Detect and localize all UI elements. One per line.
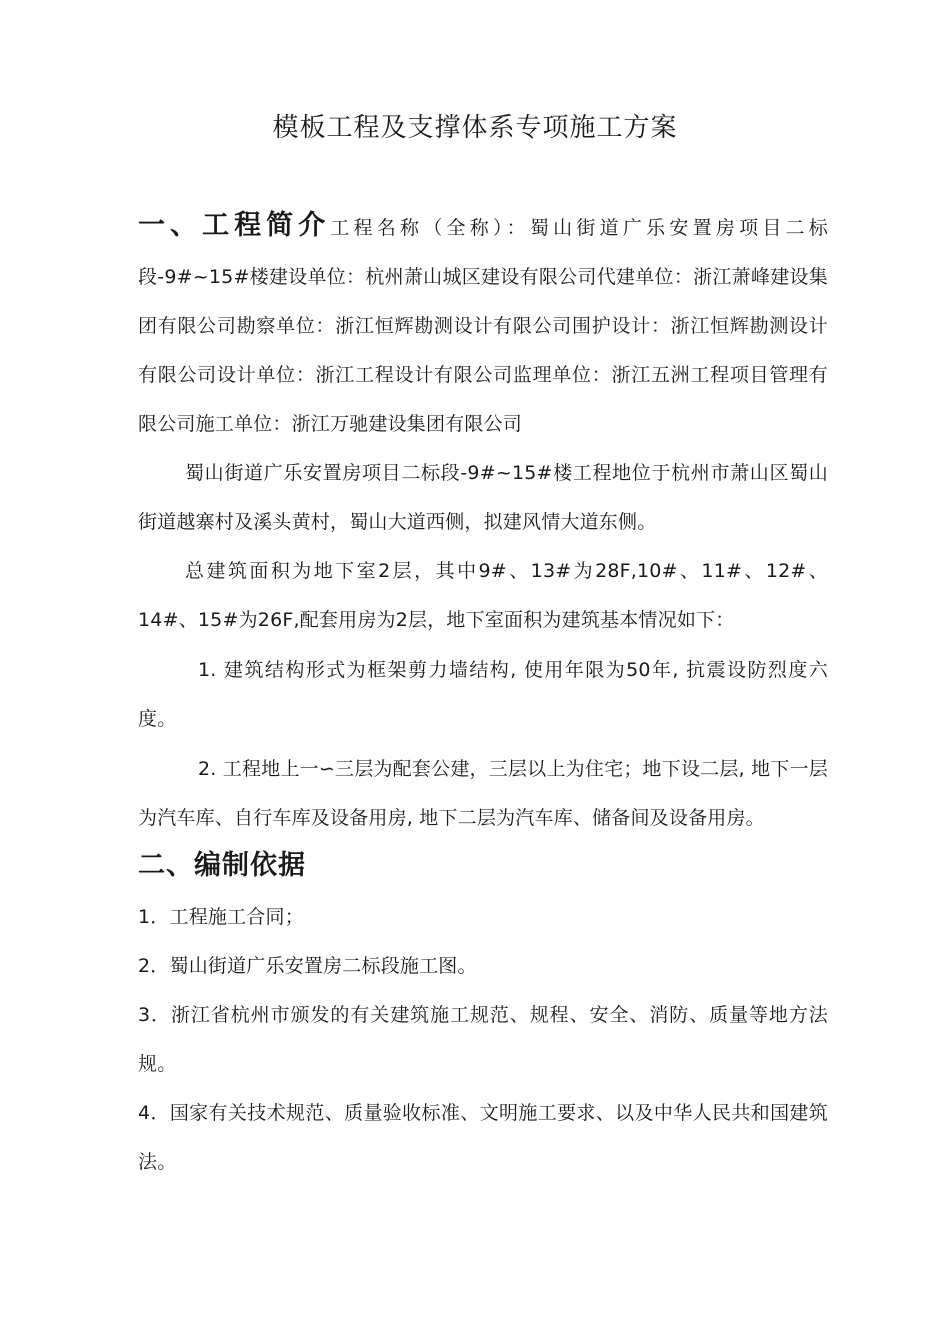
document-title: 模板工程及支撑体系专项施工方案 (272, 113, 678, 143)
floors-item: 2. 工程地上一∽三层为配套公建，三层以上为住宅；地下设二层, 地下一层为汽车库、自行车库及设备用房, 地下二层为汽车库、储备间及设备用房。 (138, 758, 828, 829)
basis-item-1: 1．工程施工合同； (138, 906, 304, 928)
project-units-text: 工程名称（全称）：蜀山街道广乐安置房项目二标段-9#~15#楼建设单位：杭州萧山城区建设有限公司代建单位：浙江萧峰建设集团有限公司勘察单位：浙江恒辉勘测设计有限公司围护设计：浙江恒辉勘测设计有限公司设计单位：浙江工程设计有限公司监理单位：浙江五洲工程项目管理有限公司施工单位：浙江万驰建设集团有限公司 (138, 217, 829, 435)
basis-item-4: 4．国家有关技术规范、质量验收标准、文明施工要求、以及中华人民共和国建筑法。 (138, 1102, 828, 1173)
section1-heading: 一、工程简介 (138, 210, 331, 241)
project-overview-paragraph (138, 201, 828, 449)
location-paragraph: 蜀山街道广乐安置房项目二标段-9#~15#楼工程地位于杭州市萧山区蜀山街道越寨村及溪头黄村，蜀山大道西侧，拟建风情大道东侧。 (138, 462, 828, 533)
basis-item-3: 3．浙江省杭州市颁发的有关建筑施工规范、规程、安全、消防、质量等地方法规。 (138, 1004, 828, 1075)
section2-heading: 二、编制依据 (138, 850, 306, 881)
area-paragraph: 总建筑面积为地下室2层，其中9#、13#为28F,10#、11#、12#、14#、15#为26F,配套用房为2层，地下室面积为建筑基本情况如下： (138, 560, 828, 631)
basis-item-2: 2．蜀山街道广乐安置房二标段施工图。 (138, 955, 477, 977)
structure-item: 1. 建筑结构形式为框架剪力墙结构, 使用年限为50年, 抗震设防烈度六度。 (138, 659, 828, 730)
